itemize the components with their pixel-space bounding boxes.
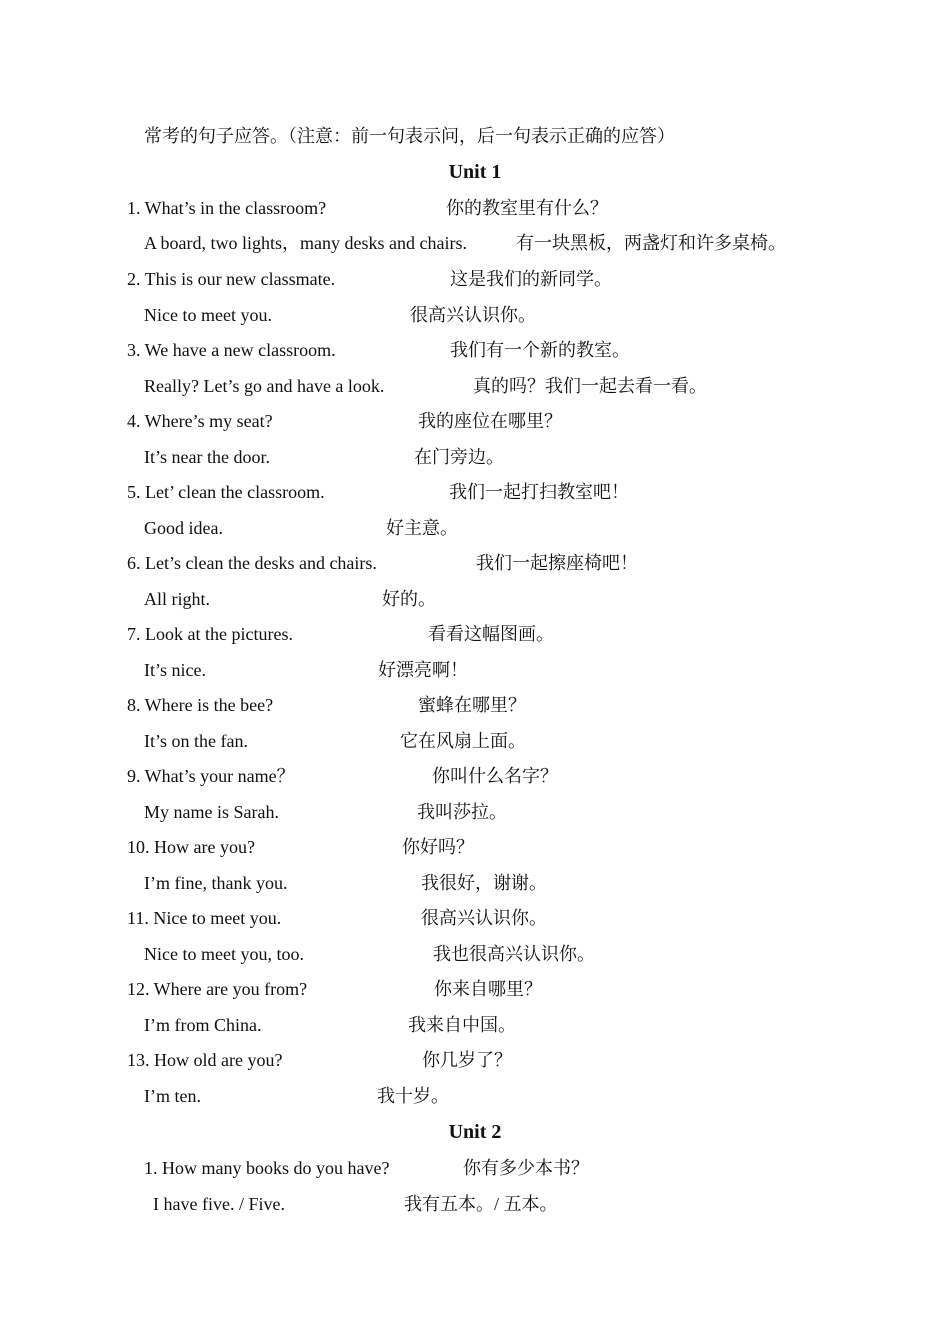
answer-12-cn: 我来自中国。 [408, 1015, 516, 1035]
question-2: 2. This is our new classmate. [127, 269, 336, 289]
answer-11: Nice to meet you, too. [144, 944, 304, 964]
question-9-cn: 你叫什么名字？ [432, 766, 558, 786]
question-12: 12. Where are you from? [127, 979, 308, 999]
answer-2-cn: 很高兴认识你。 [410, 305, 536, 325]
answer-1-cn: 有一块黑板，两盏灯和许多桌椅。 [516, 233, 786, 253]
unit-1-heading: Unit 1 [448, 161, 502, 183]
question-13: 13. How old are you? [127, 1050, 283, 1070]
question-3: 3. We have a new classroom. [127, 340, 336, 360]
question-10: 10. How are you? [127, 837, 255, 857]
question-1-cn: 你的教室里有什么？ [446, 198, 608, 218]
question-9: 9. What’s your name？ [127, 766, 295, 786]
answer-2: Nice to meet you. [144, 305, 272, 325]
answer-8-cn: 它在风扇上面。 [400, 731, 526, 751]
question-11: 11. Nice to meet you. [127, 908, 282, 928]
answer-5-cn: 好主意。 [386, 518, 458, 538]
answer-13: I’m ten. [144, 1086, 201, 1106]
answer-4: It’s near the door. [144, 447, 270, 467]
unit2-answer-1-cn: 我有五本。/ 五本。 [404, 1194, 558, 1214]
answer-13-cn: 我十岁。 [377, 1086, 449, 1106]
answer-3-cn: 真的吗？我们一起去看一看。 [473, 376, 707, 396]
question-1: 1. What’s in the classroom? [127, 198, 327, 218]
question-12-cn: 你来自哪里？ [434, 979, 542, 999]
answer-9-cn: 我叫莎拉。 [417, 802, 507, 822]
question-13-cn: 你几岁了？ [422, 1050, 512, 1070]
unit2-question-1-cn: 你有多少本书？ [463, 1158, 589, 1178]
answer-12: I’m from China. [144, 1015, 262, 1035]
question-5-cn: 我们一起打扫教室吧！ [449, 482, 629, 502]
question-3-cn: 我们有一个新的教室。 [450, 340, 630, 360]
answer-8: It’s on the fan. [144, 731, 248, 751]
unit2-question-1: 1. How many books do you have? [144, 1158, 390, 1178]
question-11-cn: 很高兴认识你。 [421, 908, 547, 928]
answer-3: Really? Let’s go and have a look. [144, 376, 385, 396]
question-8: 8. Where is the bee? [127, 695, 274, 715]
unit-2-heading: Unit 2 [448, 1121, 502, 1143]
question-7-cn: 看看这幅图画。 [428, 624, 554, 644]
unit2-answer-1: I have five. / Five. [153, 1194, 285, 1214]
answer-1: A board, two lights，many desks and chairs. [144, 233, 467, 253]
answer-11-cn: 我也很高兴认识你。 [433, 944, 595, 964]
answer-5: Good idea. [144, 518, 223, 538]
answer-7-cn: 好漂亮啊！ [378, 660, 468, 680]
answer-6-cn: 好的。 [382, 589, 436, 609]
question-4-cn: 我的座位在哪里？ [418, 411, 562, 431]
question-7: 7. Look at the pictures. [127, 624, 293, 644]
answer-9: My name is Sarah. [144, 802, 279, 822]
answer-6: All right. [144, 589, 210, 609]
answer-4-cn: 在门旁边。 [414, 447, 504, 467]
question-4: 4. Where’s my seat? [127, 411, 273, 431]
question-6: 6. Let’s clean the desks and chairs. [127, 553, 377, 573]
question-2-cn: 这是我们的新同学。 [450, 269, 612, 289]
answer-7: It’s nice. [144, 660, 206, 680]
question-8-cn: 蜜蜂在哪里？ [418, 695, 526, 715]
answer-10-cn: 我很好，谢谢。 [421, 873, 547, 893]
intro-text: 常考的句子应答。（注意：前一句表示问，后一句表示正确的应答） [144, 126, 675, 146]
question-5: 5. Let’ clean the classroom. [127, 482, 325, 502]
question-6-cn: 我们一起擦座椅吧！ [476, 553, 638, 573]
question-10-cn: 你好吗？ [402, 837, 474, 857]
answer-10: I’m fine, thank you. [144, 873, 288, 893]
